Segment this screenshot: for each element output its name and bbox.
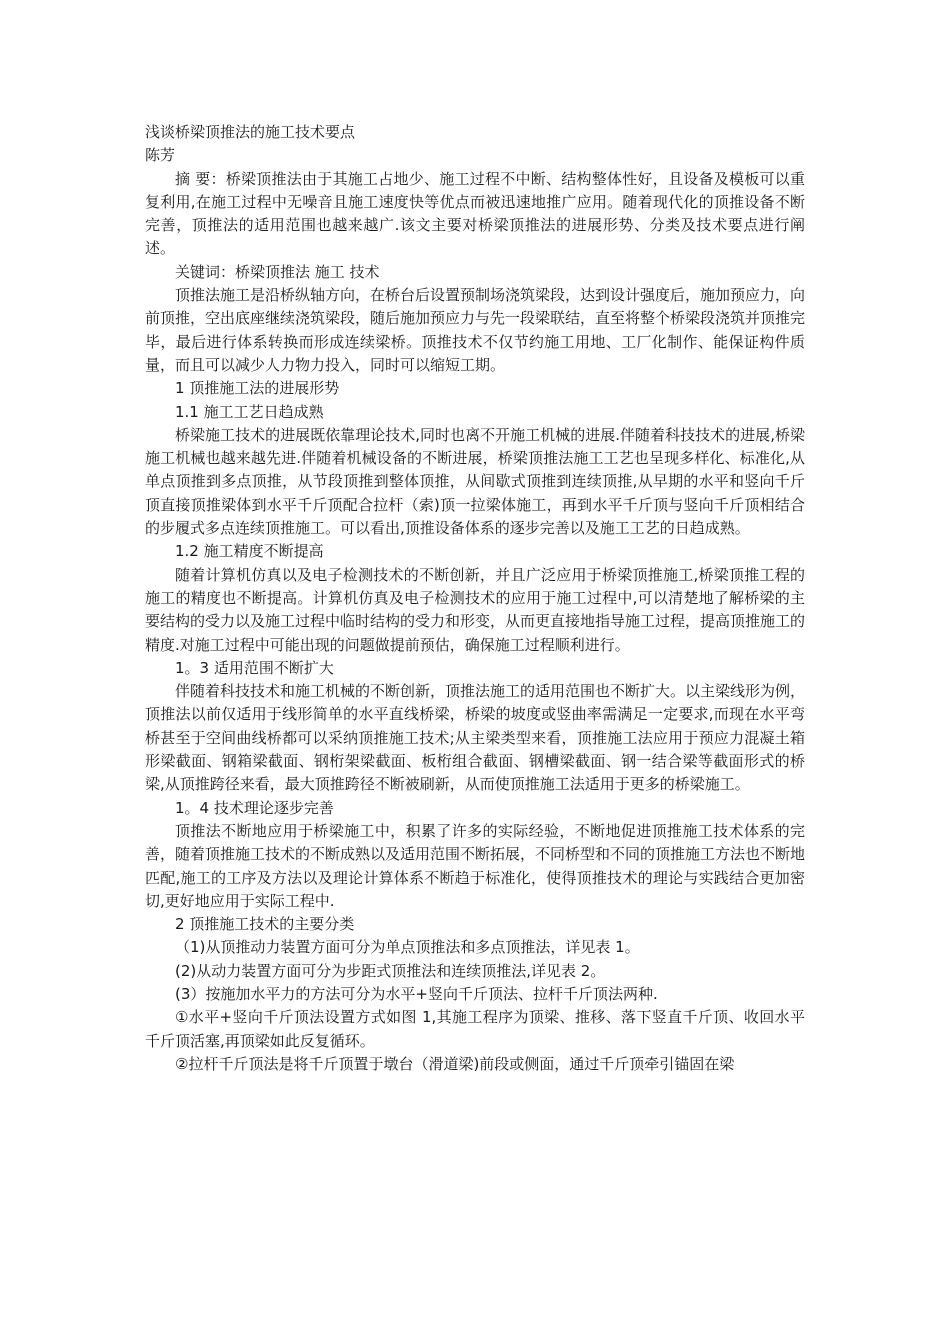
body-paragraph: 随着计算机仿真以及电子检测技术的不断创新，并且广泛应用于桥梁顶推施工,桥梁顶推工程的施工的精度也不断提高。计算机仿真及电子检测技术的应用于施工过程中,可以清楚地了解桥梁的主要结构的受力以及施工过程中临时结构的受力和形变，从而更直接地指导施工过程，提高顶推施工的精度.对施工过程中可能出现的问题做提前预估，确保施工过程顺利进行。 xyxy=(145,565,806,654)
body-paragraph: 顶推法不断地应用于桥梁施工中，积累了许多的实际经验，不断地促进顶推施工技术体系的完善，随着顶推施工技术的不断成熟以及适用范围不断拓展，不同桥型和不同的顶推施工方法也不断地匹配,施工的工序及方法以及理论计算体系不断趋于标准化，使得顶推技术的理论与实践结合更加密切,更好地应用于实际工程中. xyxy=(145,821,806,910)
subsection-heading: 1。3 适用范围不断扩大 xyxy=(175,658,334,677)
body-paragraph: 桥梁施工技术的进展既依靠理论技术,同时也离不开施工机械的进展.伴随着科技技术的进展,桥梁施工机械也越来越先进.伴随着机械设备的不断进展，桥梁顶推法施工工艺也呈现多样化、标准化,从单点顶推到多点顶推，从节段顶推到整体顶推，从间歇式顶推到连续顶推,从早期的水平和竖向千斤顶直接顶推梁体到水平千斤顶配合拉杆（索)顶一拉梁体施工，再到水平千斤顶与竖向千斤顶相结合的步履式多点连续顶推施工。可以看出,顶推设备体系的逐步完善以及施工工艺的日趋成熟。 xyxy=(145,425,805,538)
list-item: (2)从动力装置方面可分为步距式顶推法和连续顶推法,详见表 2。 xyxy=(175,961,606,980)
document-author: 陈芳 xyxy=(145,146,176,165)
document-title: 浅谈桥梁顶推法的施工技术要点 xyxy=(145,123,356,141)
section-heading: 1 顶推施工法的进展形势 xyxy=(175,379,340,398)
list-item: （1)从顶推动力装置方面可分为单点顶推法和多点顶推法，详见表 1。 xyxy=(175,938,640,957)
body-paragraph: 伴随着科技技术和施工机械的不断创新，顶推法施工的适用范围也不断扩大。以主梁线形为例，顶推法以前仅适用于线形简单的水平直线桥梁，桥梁的坡度或竖曲率需满足一定要求,而现在水平弯桥甚至于空间曲线桥都可以采纳顶推施工技术;从主梁类型来看，顶推施工法应用于预应力混凝土箱形梁截面、钢箱梁截面、钢桁架梁截面、板桁组合截面、钢槽梁截面、钢一结合梁等截面形式的桥梁,从顶推跨径来看，最大顶推跨径不断被刷新，从而使顶推施工法适用于更多的桥梁施工。 xyxy=(145,682,806,794)
document-body xyxy=(145,121,805,1076)
subsection-heading: 1.2 施工精度不断提高 xyxy=(175,542,324,561)
keywords-line: 关键词：桥梁顶推法 施工 技术 xyxy=(175,262,380,281)
list-item: ②拉杆千斤顶法是将千斤顶置于墩台（滑道梁)前段或侧面，通过千斤顶牵引锚固在梁 xyxy=(175,1054,735,1073)
list-item: ①水平+竖向千斤顶法设置方式如图 1,其施工程序为顶梁、推移、落下竖直千斤顶、收回水平千斤顶活塞,再顶梁如此反复循环。 xyxy=(145,1008,805,1050)
list-item: (3）按施加水平力的方法可分为水平+竖向千斤顶法、拉杆千斤顶法两种. xyxy=(175,984,658,1003)
intro-paragraph: 顶推法施工是沿桥纵轴方向，在桥台后设置预制场浇筑梁段，达到设计强度后，施加预应力，向前顶推，空出底座继续浇筑梁段，随后施加预应力与先一段梁联结，直至将整个桥梁段浇筑并顶推完毕，最后进行体系转换而形成连续梁桥。顶推技术不仅节约施工用地、工厂化制作、能保证构件质量，而且可以减少人力物力投入，同时可以缩短工期。 xyxy=(145,286,806,374)
subsection-heading: 1。4 技术理论逐步完善 xyxy=(175,798,334,817)
subsection-heading: 1.1 施工工艺日趋成熟 xyxy=(175,402,324,421)
abstract-paragraph: 摘 要：桥梁顶推法由于其施工占地少、施工过程不中断、结构整体性好，且设备及模板可以重复利用,在施工过程中无噪音且施工速度快等优点而被迅速地推广应用。随着现代化的顶推设备不断完善，顶推法的适用范围也越来越广.该文主要对桥梁顶推法的进展形势、分类及技术要点进行阐述。 xyxy=(145,169,805,258)
section-heading: 2 顶推施工技术的主要分类 xyxy=(175,915,355,934)
